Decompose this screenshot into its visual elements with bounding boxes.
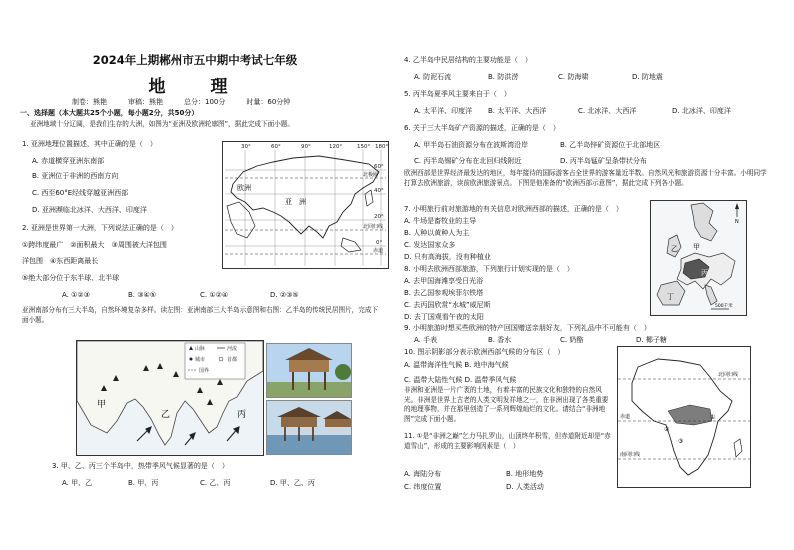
q10-option-ab[interactable]: A. 温带海洋性气候 B. 地中海气候 xyxy=(404,361,509,369)
q8-stem: 8. 小明去欧洲西部旅游，下列旅行计划实现的是（ ） xyxy=(404,265,574,273)
q5-stem: 5. 丙半岛夏季风主要来自于（ ） xyxy=(404,90,511,98)
stilt-house-photo-2 xyxy=(266,400,352,455)
q6-option-a[interactable]: A. 甲半岛石油资源分布在波斯湾沿岸 xyxy=(414,141,529,149)
q3-stem: 3. 甲、乙、丙三个半岛中，热带季风气候显著的是（ ） xyxy=(52,462,229,470)
intro-peninsulas: 亚洲南部分布有三大半岛，自然环境复杂多样。读左图：亚洲南部三大半岛示意图和右图：乙半岛的传统民居图片，完成下面小题。 xyxy=(22,306,379,324)
label-equator: 赤道 xyxy=(373,248,384,254)
europe-north-label: N xyxy=(735,219,739,225)
africa-map xyxy=(617,346,751,488)
q4-option-c[interactable]: C. 防海啸 xyxy=(558,73,589,81)
q6-option-d[interactable]: D. 丙半岛锰矿呈条带状分布 xyxy=(560,157,647,165)
exam-title: 2024年上期郴州市五中期中考试七年级 xyxy=(92,53,298,67)
q3-option-a[interactable]: A. 甲、乙 xyxy=(62,479,93,487)
label-bing: 丙 xyxy=(237,410,247,420)
q11-option-b[interactable]: B. 地形地势 xyxy=(506,470,544,478)
asia-europe-map xyxy=(222,141,389,269)
exam-meta: 制卷：熊艳 审稿：熊艳 总分：100分 时量：60分钟 xyxy=(72,98,291,106)
q10-stem: 10. 图示阴影部分表示欧洲西部气候的分布区（ ） xyxy=(404,348,565,356)
q4-stem: 4. 乙半岛中民居结构的主要功能是（ ） xyxy=(404,56,532,64)
q4-option-b[interactable]: B. 防洪涝 xyxy=(488,73,519,81)
q11-stem: 11. ①是“非洲之巅”乞力马扎罗山，山顶终年积雪，但赤道附近却是“赤道雪山”，形成的主要影响因素是（ ） xyxy=(404,432,611,450)
q2-item-1: ①跨纬度最广 ②面积最大 ③周围被大洋包围 xyxy=(22,241,167,249)
lon-label-150: 150° xyxy=(357,144,371,150)
section-heading: 一、选择题（本大题共25个小题，每小题2分，共50分） xyxy=(20,109,199,117)
q2-item-2: 洋包围 ④东西距离最长 xyxy=(22,257,99,265)
label-tropic: 北回归线 xyxy=(363,224,384,230)
q7-option-d[interactable]: D. 只有高海拔，没有种植业 xyxy=(404,253,491,261)
q7-option-a[interactable]: A. 牛场是畜牧业的主导 xyxy=(404,217,477,225)
lon-label-90: 90° xyxy=(301,144,311,150)
q3-option-c[interactable]: C. 乙、丙 xyxy=(200,479,231,487)
q7-option-c[interactable]: C. 发达国家众多 xyxy=(404,241,456,249)
africa-equator-label: 赤道 xyxy=(620,414,631,420)
lat-label-0: 0° xyxy=(376,240,383,246)
q1-stem: 1. 亚洲地理位置描述，其中正确的是（ ） xyxy=(22,140,157,148)
q7-option-b[interactable]: B. 人种以黄种人为主 xyxy=(404,229,470,237)
q5-option-a[interactable]: A. 太平洋、印度洋 xyxy=(414,107,473,115)
lat-label-40: 40° xyxy=(374,188,384,194)
stilt-house-photo-1 xyxy=(266,343,352,398)
q9-option-b[interactable]: B. 香水 xyxy=(488,336,512,344)
q4-option-a[interactable]: A. 防泥石流 xyxy=(414,73,452,81)
q1-option-d[interactable]: D. 亚洲濒临北冰洋、大西洋、印度洋 xyxy=(32,206,147,214)
intro-asia: 亚洲地域十分辽阔，是我们生存的大洲，如图为“亚洲及欧洲轮廓图”，据此完成下面小题。 xyxy=(30,120,294,128)
q8-option-d[interactable]: D. 去丁国观看午夜的太阳 xyxy=(404,313,484,321)
intro-europe: 欧洲西部是世界经济最发达的地区，每年接待的国际游客占全世界的游客量近半数。自然风光和旅游资源十分丰富。小明同学打算去欧洲旅游，读前欧洲旅游景点。下图是他准备的“欧洲西部示意图”，据此完成下列各小题。 xyxy=(404,169,767,187)
q8-option-a[interactable]: A. 去甲国海滩享受日光浴 xyxy=(404,277,484,285)
q1-option-a[interactable]: A. 赤道横穿亚洲东南部 xyxy=(32,157,105,165)
africa-point-1: ① xyxy=(710,414,716,421)
lon-label-180: 180° xyxy=(375,144,388,150)
q9-stem: 9. 小明旅游时想买些欧洲的特产回国赠送亲朋好友，下列礼品中不可能有（ ） xyxy=(404,324,651,332)
legend-mountain: 山脉 xyxy=(195,346,206,352)
western-europe-map xyxy=(650,200,747,316)
label-asia: 亚 洲 xyxy=(285,198,306,206)
q6-option-b[interactable]: B. 乙半岛锌矿资源位于北部地区 xyxy=(560,141,661,149)
q11-option-d[interactable]: D. 人类活动 xyxy=(506,483,544,491)
africa-tropic-n-label: 北回归线 xyxy=(718,372,739,378)
q10-option-cd[interactable]: C. 温带大陆性气候 D. 温带季风气候 xyxy=(404,376,517,384)
legend-city: 城市 xyxy=(195,357,206,363)
q7-stem: 7. 小明旅行前对旅游地的有关信息对欧洲西部的描述，正确的是（ ） xyxy=(404,205,623,213)
q5-option-b[interactable]: B. 太平洋、大西洋 xyxy=(488,107,547,115)
q1-option-b[interactable]: B. 亚洲位于非洲的西南方向 xyxy=(32,172,119,180)
q2-option-d[interactable]: D. ②③⑤ xyxy=(270,291,299,299)
q2-option-a[interactable]: A. ①②③ xyxy=(62,291,90,299)
subject-title: 地 理 xyxy=(148,77,242,97)
intro-africa: 非洲和亚洲是一片广袤的土地，有着丰富的民族文化和独特的自然风光。非洲是世界上古老的人类文明发祥地之一，在非洲出现了各类重要的地理事物，并在那里创造了一系列辉煌灿烂的文化。请结合“非洲地图”完成下面小题。 xyxy=(404,386,609,423)
lon-label-60: 60° xyxy=(271,144,281,150)
legend-border: 国界 xyxy=(199,368,210,374)
lon-label-120: 120° xyxy=(329,144,343,150)
q5-option-d[interactable]: D. 北冰洋、印度洋 xyxy=(672,107,731,115)
label-yi: 乙 xyxy=(161,410,171,420)
q2-option-c[interactable]: C. ①②④ xyxy=(200,291,229,299)
q9-option-c[interactable]: C. 奶酪 xyxy=(560,336,584,344)
q8-option-b[interactable]: B. 去乙国参观埃菲尔铁塔 xyxy=(404,289,484,297)
africa-point-2: ② xyxy=(664,426,670,433)
q6-stem: 6. 关于三大半岛矿产资源的描述，正确的是（ ） xyxy=(404,124,560,132)
legend-river: 河流 xyxy=(227,346,238,352)
q3-option-d[interactable]: D. 甲、乙、丙 xyxy=(270,479,315,487)
q5-option-c[interactable]: C. 北冰洋、大西洋 xyxy=(578,107,637,115)
europe-scale-label: 500千米 xyxy=(715,304,733,309)
q3-option-b[interactable]: B. 甲、丙 xyxy=(128,479,159,487)
q9-option-d[interactable]: D. 椰子糖 xyxy=(636,336,667,344)
q11-option-a[interactable]: A. 海陆分布 xyxy=(404,470,442,478)
lon-label-30: 30° xyxy=(241,144,251,150)
legend-capital: 首都 xyxy=(227,357,238,363)
europe-label-yi: 乙 xyxy=(671,245,678,253)
lat-label-20: 20° xyxy=(374,214,384,220)
q1-option-c[interactable]: C. 西至60°E经线穿越亚洲西部 xyxy=(32,189,129,197)
africa-tropic-s-label: 南回归线 xyxy=(620,452,641,458)
europe-label-ding: 丁 xyxy=(667,293,674,301)
europe-label-bing: 丙 xyxy=(701,269,708,277)
label-europe: 欧洲 xyxy=(237,184,251,192)
q2-item-3: ⑤绝大部分位于东半球、北半球 xyxy=(22,274,120,282)
label-arctic-circle: 北极圈 xyxy=(363,172,379,178)
q8-option-c[interactable]: C. 去丙国欣赏“水城”威尼斯 xyxy=(404,301,491,309)
q9-option-a[interactable]: A. 手表 xyxy=(414,336,438,344)
europe-label-jia: 甲 xyxy=(693,243,700,251)
q2-option-b[interactable]: B. ③④⑤ xyxy=(128,291,157,299)
q11-option-c[interactable]: C. 纬度位置 xyxy=(404,483,442,491)
south-asia-peninsulas-map xyxy=(76,340,264,456)
q6-option-c[interactable]: C. 丙半岛锡矿分布在北回归线附近 xyxy=(414,157,522,165)
africa-point-3: ③ xyxy=(678,438,684,445)
q4-option-d[interactable]: D. 防地震 xyxy=(632,73,663,81)
q2-stem: 2. 亚洲是世界第一大洲，下列说法正确的是（ ） xyxy=(22,224,178,232)
lat-label-60: 60° xyxy=(374,164,384,170)
label-jia: 甲 xyxy=(97,400,107,410)
